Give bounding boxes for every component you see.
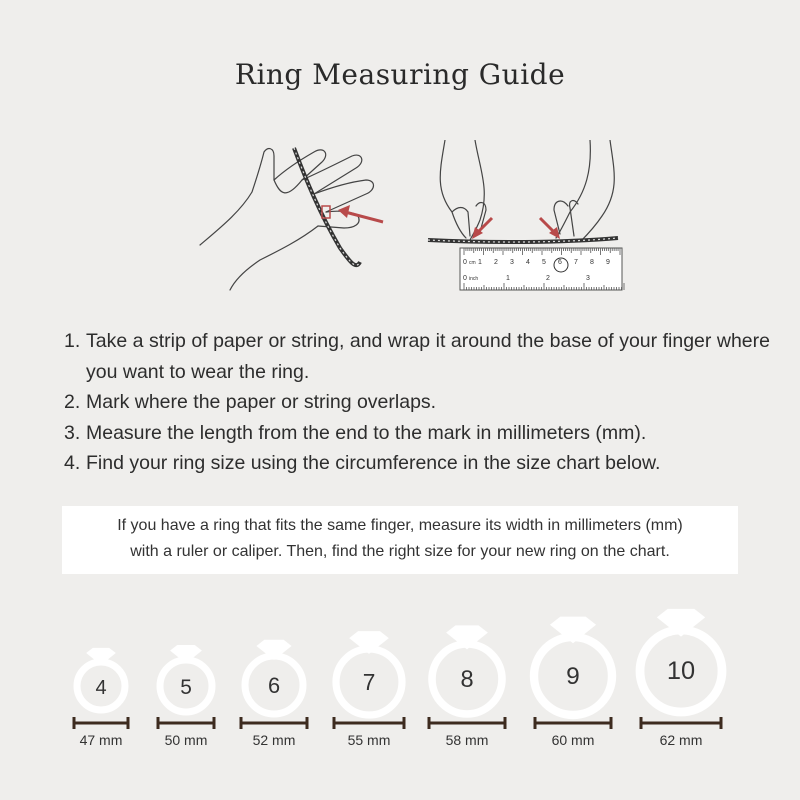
step-text: Find your ring size using the circumference in the size chart below.	[86, 452, 661, 474]
ruler-tick-label: 1	[478, 259, 482, 266]
ring-size-item	[429, 625, 505, 748]
step-number: 4.	[64, 452, 81, 474]
measuring-illustration	[190, 140, 630, 300]
instructions-list	[64, 326, 770, 479]
ring-size-label: 5	[180, 676, 192, 699]
ruler-tick-label: 6	[558, 259, 562, 266]
ruler-tick-label: 0	[463, 275, 467, 282]
ring-size-chart	[0, 590, 800, 760]
arrow-icon	[338, 205, 383, 222]
ring-size-item	[334, 631, 404, 748]
ring-mm-label: 62 mm	[659, 732, 703, 748]
two-hands-illustration	[440, 140, 614, 242]
ruler-unit-label: cm	[469, 260, 476, 266]
ring-size-label: 4	[95, 677, 107, 699]
arrow-icon	[472, 218, 560, 239]
ruler-tick-label: 8	[590, 259, 594, 266]
ring-mm-label: 47 mm	[79, 732, 123, 748]
ring-size-label: 10	[666, 657, 696, 685]
ruler-tick-label: 4	[526, 259, 530, 266]
ring-size-label: 9	[566, 663, 580, 690]
list-item	[64, 387, 770, 418]
ruler-tick-label: 2	[494, 259, 498, 266]
ring-size-item	[640, 609, 722, 748]
ring-mm-label: 52 mm	[252, 732, 296, 748]
ruler-icon	[460, 248, 624, 290]
list-item	[64, 448, 770, 479]
ring-size-label: 8	[460, 667, 474, 693]
ring-size-item	[158, 645, 214, 748]
ring-size-item	[241, 640, 307, 748]
ring-size-label: 7	[362, 669, 376, 695]
step-text: Measure the length from the end to the mark in millimeters (mm).	[86, 421, 647, 444]
ruler-tick-label: 5	[542, 259, 546, 266]
step-text: Mark where the paper or string overlaps.	[86, 391, 437, 413]
list-item	[64, 418, 770, 449]
ruler-tick-label: 2	[546, 275, 550, 282]
ruler-unit-label: inch	[469, 276, 479, 282]
ruler-tick-label: 3	[586, 275, 590, 282]
ring-mm-label: 60 mm	[551, 732, 595, 748]
step-number: 1.	[64, 330, 81, 352]
note-line: If you have a ring that fits the same finger, measure its width in millimeters (mm)	[117, 517, 683, 534]
ruler-tick-label: 1	[506, 275, 510, 282]
string-icon	[294, 148, 360, 265]
step-number: 2.	[64, 391, 81, 413]
string-icon	[428, 238, 618, 242]
ring-mm-label: 55 mm	[347, 732, 391, 748]
ring-mm-label: 58 mm	[445, 732, 489, 748]
ruler-tick-label: 0	[463, 259, 467, 266]
step-number: 3.	[64, 421, 81, 444]
ring-size-item	[74, 648, 128, 748]
ring-width-note	[62, 506, 738, 574]
ring-size-label: 6	[267, 673, 281, 698]
ruler-tick-label: 3	[510, 259, 514, 266]
step-text: Take a strip of paper or string, and wrap it around the base of your finger where you want to wear the ring.	[86, 330, 770, 383]
ring-mm-label: 50 mm	[164, 732, 208, 748]
ruler-tick-label: 9	[606, 259, 610, 266]
page-title: Ring Measuring Guide	[234, 58, 566, 91]
list-item	[64, 326, 770, 387]
hand-wrapped-illustration	[200, 149, 374, 290]
note-line: with a ruler or caliper. Then, find the right size for your new ring on the chart.	[130, 543, 670, 560]
ruler-tick-label: 7	[574, 259, 578, 266]
ring-size-item	[534, 617, 612, 748]
